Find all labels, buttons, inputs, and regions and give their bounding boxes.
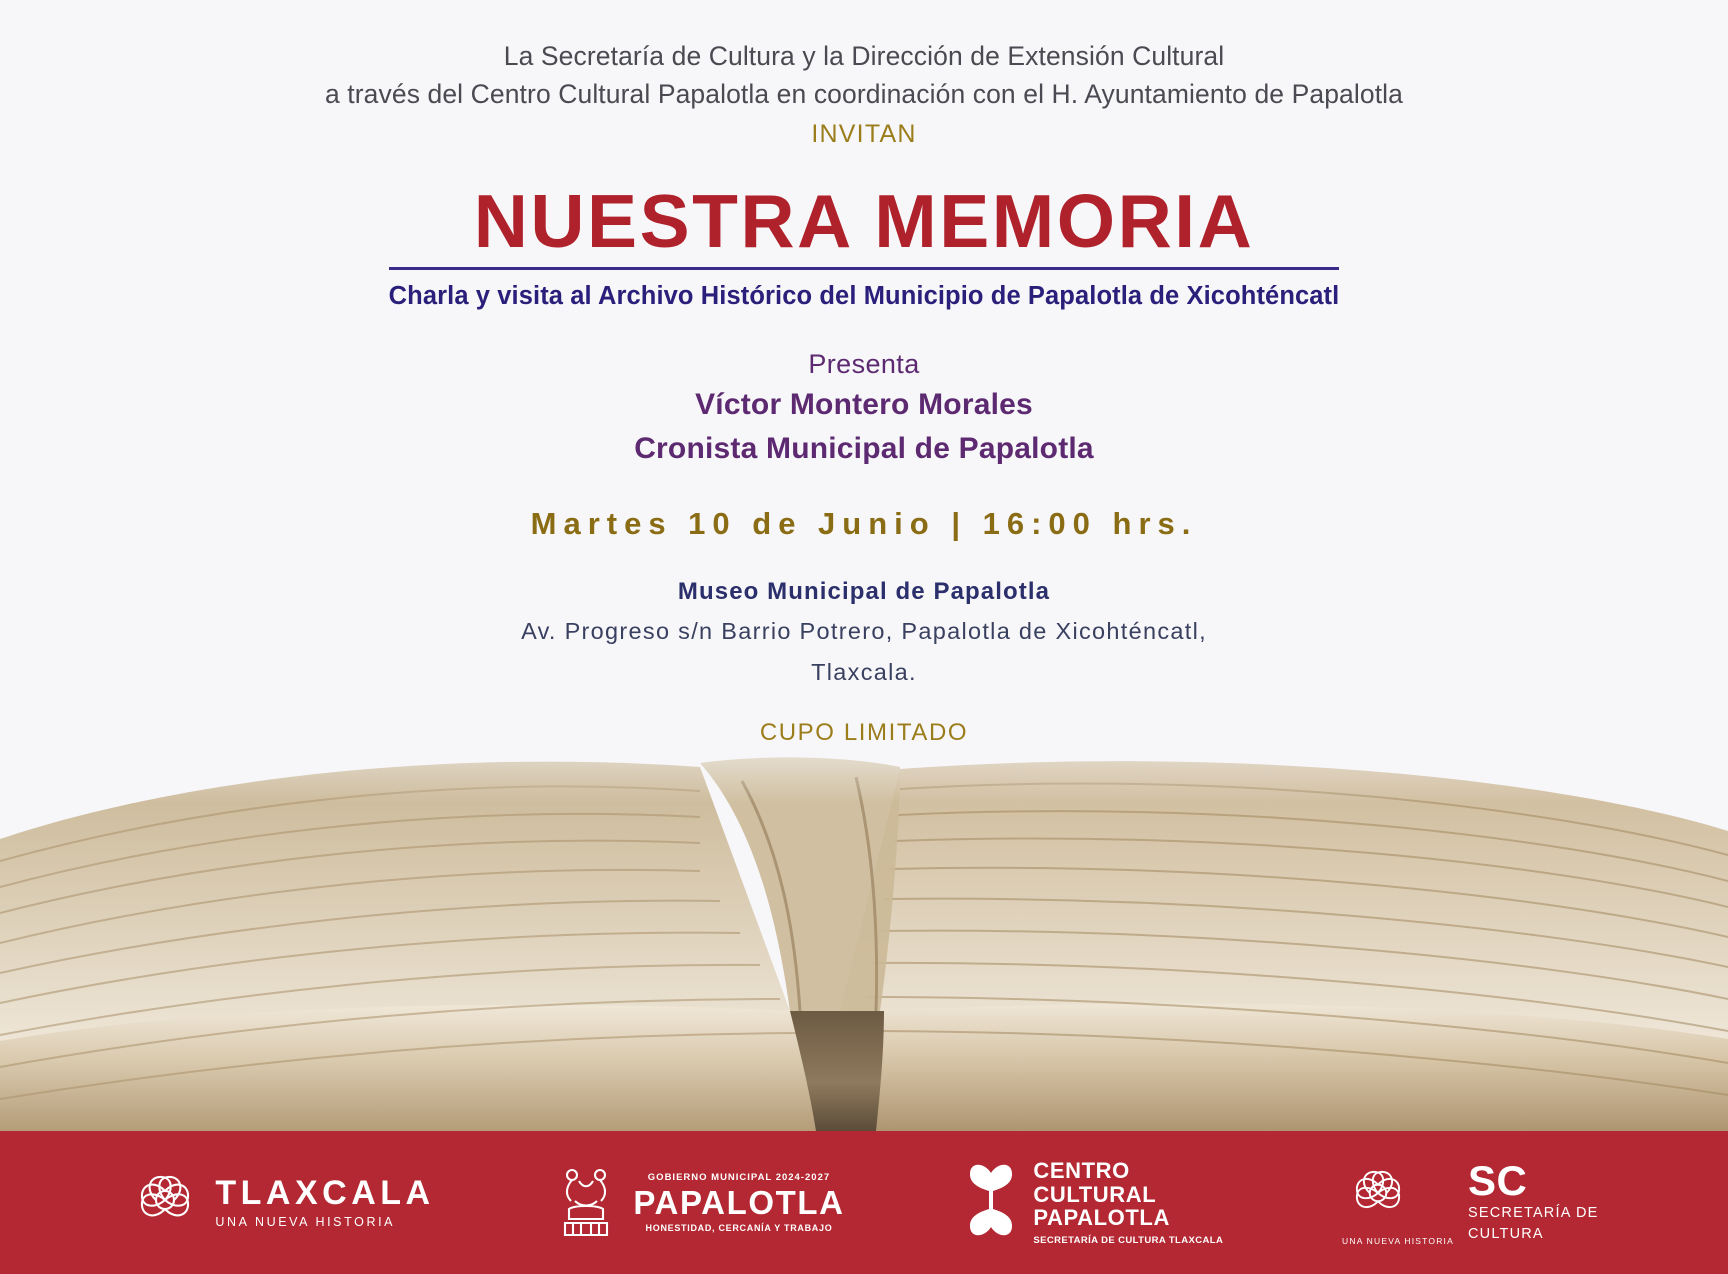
butterfly-icon: [963, 1161, 1019, 1244]
open-old-book-photo: [0, 711, 1728, 1131]
logo-centro-cultural-papalotla: [963, 1159, 1223, 1247]
intro-line-2: a través del Centro Cultural Papalotla en coordinación con el H. Ayuntamiento de Papalotla: [324, 78, 1403, 109]
logo-rosette-label: UNA NUEVA HISTORIA: [1342, 1235, 1454, 1246]
speaker-role: Cronista Municipal de Papalotla: [634, 431, 1094, 465]
logo-sc-text: [1468, 1157, 1599, 1244]
logo-sc-abbr: SC: [1468, 1157, 1528, 1205]
logo-tlaxcala: [129, 1164, 434, 1241]
logo-centro-line-2: CULTURAL: [1033, 1181, 1157, 1207]
speaker-name: Víctor Montero Morales: [695, 387, 1033, 421]
logo-papalotla: [553, 1161, 844, 1244]
title-group: [388, 179, 1340, 311]
intro-line-1: La Secretaría de Cultura y la Dirección de Extensión Cultural: [503, 41, 1225, 71]
title-divider: [389, 267, 1340, 270]
venue-address-line-2: Tlaxcala.: [811, 659, 917, 686]
page-subtitle: Charla y visita al Archivo Histórico del Municipio de Papalotla de Xicohténcatl: [388, 281, 1340, 310]
logo-tlaxcala-tagline: UNA NUEVA HISTORIA: [215, 1215, 396, 1230]
logo-secretaria-de-cultura: [1342, 1157, 1599, 1246]
rosette-icon: [1342, 1213, 1414, 1230]
page-title: NUESTRA MEMORIA: [473, 179, 1255, 264]
logo-papalotla-name: PAPALOTLA: [633, 1184, 845, 1221]
rosette-icon-group: [1342, 1160, 1454, 1246]
logo-sc-line-2: CULTURA: [1468, 1226, 1544, 1243]
logo-centro-line-3: PAPALOTLA: [1033, 1205, 1170, 1231]
logo-papalotla-text: [633, 1172, 844, 1233]
logo-papalotla-top-line: GOBIERNO MUNICIPAL 2024-2027: [647, 1172, 831, 1183]
invitan-label: INVITAN: [811, 120, 917, 149]
footer-logo-bar: [0, 1131, 1728, 1274]
event-venue: Museo Municipal de Papalotla: [677, 577, 1051, 605]
capacity-note: CUPO LIMITADO: [759, 718, 969, 746]
event-datetime: Martes 10 de Junio | 16:00 hrs.: [530, 505, 1198, 541]
logo-sc-line-1: SECRETARÍA DE: [1468, 1205, 1599, 1222]
logo-centro-line-1: CENTRO: [1033, 1157, 1130, 1183]
logo-papalotla-tagline: HONESTIDAD, CERCANÍA Y TRABAJO: [645, 1223, 833, 1233]
logo-tlaxcala-name: TLAXCALA: [215, 1174, 435, 1213]
papalotla-glyph-icon: [553, 1161, 619, 1244]
venue-address-line-1: Av. Progreso s/n Barrio Potrero, Papalotla de Xicohténcatl,: [521, 617, 1207, 644]
logo-tlaxcala-text: [215, 1176, 434, 1229]
presenta-label: Presenta: [808, 348, 920, 379]
logo-centro-tagline: SECRETARÍA DE CULTURA TLAXCALA: [1033, 1235, 1224, 1247]
rosette-icon: [129, 1164, 201, 1241]
logo-centro-cultural-text: [1033, 1159, 1223, 1247]
